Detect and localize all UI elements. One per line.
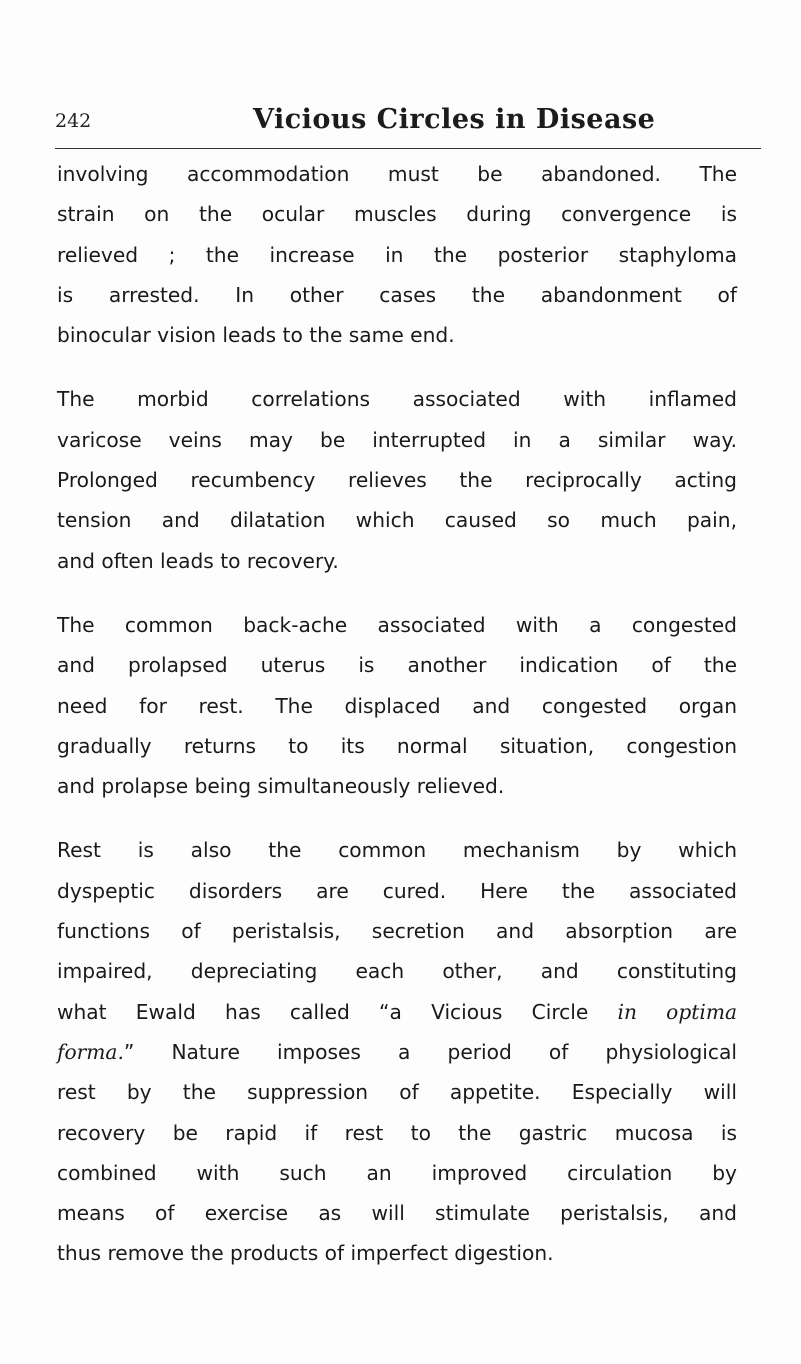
text-line: gradually returns to its normal situation, congestion — [57, 733, 737, 758]
page-header — [55, 104, 761, 149]
text-line: dyspeptic disorders are cured. Here the associated — [57, 878, 737, 903]
paragraph-3 — [57, 605, 737, 806]
text-line-quote — [57, 992, 737, 1032]
text-line: The common back-ache associated with a congested — [57, 612, 737, 637]
latin-phrase-end: forma. — [57, 1039, 124, 1064]
latin-phrase: in optima — [617, 999, 737, 1024]
paragraph-4 — [57, 830, 737, 1273]
quote-lead: what Ewald has called “a Vicious Circle — [57, 999, 589, 1024]
text-line: varicose veins may be interrupted in a similar way. — [57, 427, 737, 452]
text-line: and prolapse being simultaneously relieved. — [57, 774, 505, 799]
quote-tail: ” Nature imposes a period of physiological — [123, 1039, 737, 1064]
text-line: binocular vision leads to the same end. — [57, 323, 455, 348]
text-line: rest by the suppression of appetite. Especially will — [57, 1080, 737, 1105]
text-line: strain on the ocular muscles during convergence is — [57, 202, 737, 227]
running-head: Vicious Circles in Disease — [253, 104, 656, 135]
text-line: Prolonged recumbency relieves the reciprocally acting — [57, 468, 737, 493]
text-line: functions of peristalsis, secretion and absorption are — [57, 919, 737, 944]
paragraph-1 — [57, 154, 737, 355]
paragraph-2 — [57, 379, 737, 580]
text-line: tension and dilatation which caused so much pain, — [57, 508, 737, 533]
text-line: and prolapsed uterus is another indication of the — [57, 653, 737, 678]
text-line: need for rest. The displaced and congested organ — [57, 693, 737, 718]
text-line: Rest is also the common mechanism by which — [57, 838, 737, 863]
text-line: means of exercise as will stimulate peristalsis, and — [57, 1201, 737, 1226]
text-line: relieved ; the increase in the posterior staphyloma — [57, 242, 737, 267]
text-line-quote-end — [57, 1032, 737, 1072]
text-line: recovery be rapid if rest to the gastric mucosa is — [57, 1120, 737, 1145]
text-line: involving accommodation must be abandoned. The — [57, 162, 737, 186]
text-line: is arrested. In other cases the abandonment of — [57, 282, 737, 307]
text-line: and often leads to recovery. — [57, 548, 339, 573]
text-line: impaired, depreciating each other, and constituting — [57, 959, 737, 984]
text-line: combined with such an improved circulation by — [57, 1160, 737, 1185]
text-line: The morbid correlations associated with inflamed — [57, 387, 737, 412]
body-text — [57, 154, 737, 1298]
text-line: thus remove the products of imperfect digestion. — [57, 1241, 554, 1266]
page-number: 242 — [55, 110, 92, 132]
